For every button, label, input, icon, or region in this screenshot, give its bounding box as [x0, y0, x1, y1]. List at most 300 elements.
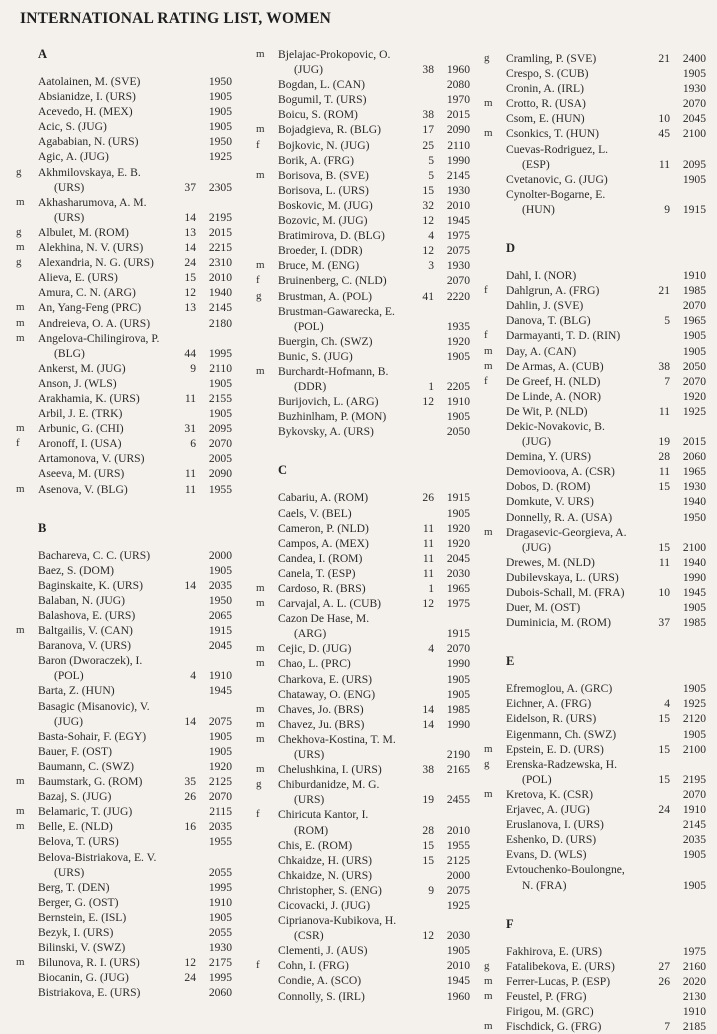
list-entry — [254, 762, 472, 777]
games-count: 14 — [184, 241, 196, 255]
list-entry — [482, 494, 708, 509]
player-name: Chataway, O. (ENG) — [278, 687, 376, 701]
section-letter: F — [506, 916, 514, 931]
title-marker: m — [16, 956, 25, 969]
entry-line — [14, 210, 234, 225]
list-entry — [482, 847, 708, 862]
player-name: Chkaidze, N. (URS) — [278, 868, 373, 882]
player-name: Bruce, M. (ENG) — [278, 259, 360, 273]
games-count: 26 — [658, 974, 670, 988]
title-marker: m — [484, 344, 493, 357]
rating: 2180 — [208, 316, 232, 330]
list-entry — [14, 548, 234, 563]
rating: 1905 — [682, 601, 706, 615]
games-count: 14 — [184, 210, 196, 224]
player-name: Borisova, B. (SVE) — [278, 168, 369, 182]
player-name: Bjelajac-Prokopovic, O. — [278, 48, 391, 61]
list-entry — [14, 300, 234, 315]
list-entry — [14, 683, 234, 698]
rating: 1940 — [682, 495, 706, 509]
games-count: 10 — [658, 586, 670, 599]
entry-line — [14, 638, 234, 653]
player-name: Arbunic, G. (CHI) — [38, 422, 124, 436]
games-count: 10 — [658, 112, 670, 126]
player-name: Anson, J. (WLS) — [38, 376, 117, 390]
player-name-continued: (URS) — [294, 748, 325, 762]
entry-line — [482, 172, 708, 187]
player-name: Connolly, S. (IRL) — [278, 989, 365, 1003]
rating: 2110 — [447, 138, 470, 152]
list-entry — [482, 585, 708, 600]
rating: 1950 — [682, 510, 706, 524]
entry-line — [14, 225, 234, 240]
list-entry — [482, 283, 708, 298]
entry-line — [254, 304, 472, 319]
list-entry — [482, 51, 708, 66]
title-marker: g — [484, 959, 490, 972]
games-count: 38 — [658, 359, 670, 373]
entry-line — [254, 823, 472, 838]
entry-line — [254, 258, 472, 273]
player-name: Barta, Z. (HUN) — [38, 684, 115, 698]
entry-line — [482, 187, 708, 202]
rating: 2050 — [682, 359, 706, 373]
rating: 2020 — [682, 974, 706, 988]
player-name: Bilinski, V. (SWZ) — [38, 941, 126, 955]
rating: 2120 — [682, 712, 706, 726]
games-count: 12 — [422, 929, 434, 943]
player-name: Charkova, E. (URS) — [278, 672, 373, 686]
list-entry — [254, 349, 472, 364]
entry-line — [14, 850, 234, 865]
list-entry — [254, 672, 472, 687]
player-name: Chiricuta Kantor, I. — [278, 808, 369, 822]
list-entry — [14, 361, 234, 376]
player-name: Chiburdanidze, M. G. — [278, 778, 380, 792]
list-entry — [254, 566, 472, 581]
entry-line — [14, 74, 234, 89]
list-entry — [14, 331, 234, 361]
games-count: 13 — [184, 225, 196, 239]
entry-line — [254, 747, 472, 762]
games-count: 41 — [422, 289, 434, 303]
rating: 1905 — [208, 729, 232, 743]
rating: 2070 — [682, 374, 706, 388]
entry-line — [254, 596, 472, 611]
list-entry — [482, 404, 708, 419]
list-entry — [14, 195, 234, 225]
player-name-continued: (DDR) — [294, 380, 327, 394]
list-entry — [14, 225, 234, 240]
player-name: Dahlin, J. (SVE) — [506, 299, 584, 313]
rating: 1990 — [446, 657, 470, 671]
games-count: 15 — [658, 540, 670, 554]
player-name: Eshenko, D. (URS) — [506, 833, 597, 847]
list-entry — [14, 134, 234, 149]
player-name: Basta-Sohair, F. (EGY) — [38, 729, 147, 743]
rating: 2220 — [446, 289, 470, 303]
list-entry — [482, 681, 708, 696]
section-block — [254, 463, 472, 1003]
entry-line — [254, 424, 472, 439]
list-entry — [254, 228, 472, 243]
entry-line — [254, 762, 472, 777]
entry-line — [482, 600, 708, 615]
list-entry — [254, 868, 472, 883]
section-letter: E — [506, 654, 515, 669]
entry-line — [482, 389, 708, 404]
entry-line — [482, 344, 708, 359]
entry-line — [482, 862, 708, 877]
rating: 2075 — [208, 714, 232, 728]
player-name: Canela, T. (ESP) — [278, 566, 356, 580]
list-entry — [254, 943, 472, 958]
list-entry — [254, 656, 472, 671]
list-entry — [254, 168, 472, 183]
entry-line — [254, 62, 472, 77]
list-entry — [254, 213, 472, 228]
entry-line — [482, 696, 708, 711]
column-1 — [14, 47, 234, 1000]
list-entry — [14, 563, 234, 578]
title-marker: m — [484, 127, 493, 140]
entry-line — [14, 331, 234, 346]
rating: 1915 — [446, 627, 470, 641]
player-name: Bachareva, C. C. (URS) — [38, 548, 151, 562]
player-name: Evtouchenko-Boulongne, — [506, 863, 625, 877]
games-count: 16 — [184, 820, 196, 834]
list-entry — [254, 973, 472, 988]
player-name: Angelova-Chilingirova, P. — [38, 331, 160, 345]
player-name-continued: (ESP) — [522, 157, 550, 171]
list-entry — [14, 391, 234, 406]
entry-line — [254, 626, 472, 641]
player-name: Crespo, S. (CUB) — [506, 67, 589, 81]
list-entry — [482, 817, 708, 832]
rating: 1905 — [208, 910, 232, 924]
entry-line — [14, 451, 234, 466]
player-name: Brustman-Gawarecka, E. — [278, 304, 395, 318]
player-name: Bozovic, M. (JUG) — [278, 214, 368, 228]
games-count: 37 — [184, 180, 196, 194]
rating: 2080 — [446, 78, 470, 92]
rating: 1990 — [446, 153, 470, 167]
entry-line — [14, 608, 234, 623]
entry-line — [254, 198, 472, 213]
list-entry — [254, 551, 472, 566]
rating: 2035 — [682, 833, 706, 847]
list-entry — [482, 615, 708, 630]
list-entry — [14, 653, 234, 683]
entry-line — [254, 581, 472, 596]
games-count: 44 — [184, 346, 196, 360]
list-entry — [482, 727, 708, 742]
title-marker: f — [256, 138, 260, 151]
entry-line — [14, 421, 234, 436]
entry-line — [14, 668, 234, 683]
entry-line — [14, 436, 234, 451]
entry-line — [254, 656, 472, 671]
games-count: 11 — [422, 566, 434, 580]
player-name: Alieva, E. (URS) — [38, 271, 118, 285]
rating: 2145 — [682, 818, 706, 832]
list-entry — [254, 838, 472, 853]
player-name: Bykovsky, A. (URS) — [278, 425, 374, 439]
games-count: 1 — [428, 582, 434, 595]
rating: 1905 — [446, 687, 470, 701]
list-entry — [14, 819, 234, 834]
title-marker: m — [484, 742, 493, 755]
player-name: Firigou, M. (GRC) — [506, 1004, 594, 1018]
player-name-continued: (URS) — [54, 180, 85, 194]
games-count: 11 — [422, 551, 434, 565]
list-entry — [14, 376, 234, 391]
list-entry — [482, 944, 708, 959]
list-entry — [14, 895, 234, 910]
list-entry — [254, 364, 472, 394]
entry-line — [14, 940, 234, 955]
entry-line — [254, 228, 472, 243]
entry-line — [482, 464, 708, 479]
games-count: 19 — [422, 793, 434, 807]
rating: 1905 — [446, 410, 470, 424]
list-entry — [14, 608, 234, 623]
player-name-continued: (POL) — [294, 319, 324, 333]
games-count: 12 — [422, 597, 434, 611]
player-name: Bistriakova, E. (URS) — [38, 986, 141, 1000]
title-marker: g — [484, 52, 490, 64]
player-name: Alexandria, N. G. (URS) — [38, 256, 154, 270]
entry-line — [482, 525, 708, 540]
title-marker: m — [256, 259, 265, 272]
rating: 2400 — [682, 52, 706, 65]
rating: 1995 — [208, 346, 232, 360]
rating: 2095 — [682, 157, 706, 171]
list-entry — [482, 959, 708, 974]
games-count: 24 — [658, 803, 670, 817]
list-entry — [14, 270, 234, 285]
player-name: Acic, S. (JUG) — [38, 120, 107, 134]
title-marker: m — [484, 787, 493, 800]
rating: 2045 — [682, 112, 706, 126]
rating: 1910 — [446, 395, 470, 409]
player-name: Cramling, P. (SVE) — [506, 52, 597, 65]
entry-line — [482, 585, 708, 600]
entry-line — [254, 47, 472, 62]
rating: 2075 — [446, 883, 470, 897]
rating: 1920 — [208, 759, 232, 773]
list-entry — [482, 389, 708, 404]
entry-line — [14, 285, 234, 300]
entry-line — [482, 555, 708, 570]
list-entry — [482, 449, 708, 464]
entry-line — [254, 928, 472, 943]
rating: 2165 — [446, 763, 470, 777]
list-entry — [254, 289, 472, 304]
player-name-continued: (URS) — [54, 865, 85, 879]
games-count: 4 — [190, 669, 196, 683]
player-name: Crotto, R. (USA) — [506, 97, 586, 111]
entry-line — [254, 168, 472, 183]
title-marker: m — [484, 1020, 493, 1033]
list-entry — [254, 394, 472, 409]
entry-line — [14, 834, 234, 849]
entry-line — [482, 359, 708, 374]
games-count: 28 — [658, 450, 670, 464]
entry-line — [14, 774, 234, 789]
rating: 2125 — [208, 775, 232, 789]
rating: 1975 — [446, 229, 470, 243]
entry-line — [482, 96, 708, 111]
entry-line — [482, 434, 708, 449]
entry-line — [254, 349, 472, 364]
list-entry — [14, 774, 234, 789]
list-entry — [254, 717, 472, 732]
entry-line — [254, 536, 472, 551]
games-count: 11 — [658, 404, 670, 418]
rating: 2070 — [682, 299, 706, 313]
entry-line — [254, 853, 472, 868]
rating: 2010 — [446, 198, 470, 212]
title-marker: m — [16, 422, 25, 435]
section-block — [482, 51, 708, 217]
player-name: Cabariu, A. (ROM) — [278, 491, 369, 505]
rating: 2030 — [446, 566, 470, 580]
player-name-continued: (JUG) — [522, 435, 551, 449]
title-marker: f — [256, 808, 260, 821]
rating: 1905 — [208, 90, 232, 104]
player-name: Ciprianova-Kubikova, H. — [278, 914, 397, 928]
list-entry — [14, 482, 234, 497]
rating: 2010 — [446, 823, 470, 837]
games-count: 14 — [422, 702, 434, 716]
entry-line — [14, 346, 234, 361]
player-name: Basagic (Misanovic), V. — [38, 699, 150, 713]
entry-line — [14, 406, 234, 421]
list-entry — [254, 687, 472, 702]
rating: 2195 — [682, 772, 706, 786]
player-name: Clementi, J. (AUS) — [278, 944, 368, 958]
player-name: Erenska-Radzewska, H. — [506, 757, 618, 771]
player-name: Cvetanovic, G. (JUG) — [506, 172, 608, 186]
rating: 2305 — [208, 180, 232, 194]
title-marker: m — [484, 359, 493, 372]
entry-line — [14, 865, 234, 880]
entry-line — [254, 611, 472, 626]
rating: 2035 — [208, 578, 232, 592]
entry-line — [254, 687, 472, 702]
list-entry — [14, 623, 234, 638]
rating: 1905 — [682, 67, 706, 81]
player-name: Dekic-Novakovic, B. — [506, 419, 605, 433]
player-name: Bruinenberg, C. (NLD) — [278, 274, 387, 288]
rating: 1915 — [446, 491, 470, 505]
title-marker: g — [484, 757, 490, 770]
list-entry — [482, 187, 708, 217]
rating: 1925 — [446, 898, 470, 912]
title-marker: m — [256, 717, 265, 730]
player-name: Evans, D. (WLS) — [506, 848, 587, 862]
rating: 1995 — [208, 971, 232, 985]
rating: 1990 — [682, 570, 706, 584]
player-name: Condie, A. (SCO) — [278, 974, 362, 988]
entry-line — [482, 817, 708, 832]
entry-line — [14, 548, 234, 563]
list-entry — [254, 641, 472, 656]
player-name: Baron (Dworaczek), I. — [38, 654, 143, 668]
player-name-continued: N. (FRA) — [522, 878, 567, 892]
games-count: 14 — [184, 578, 196, 592]
title-marker: m — [484, 97, 493, 110]
title-marker: f — [16, 437, 20, 450]
list-entry — [482, 81, 708, 96]
rating: 1940 — [208, 286, 232, 300]
entry-line — [482, 540, 708, 555]
entry-line — [482, 878, 708, 893]
list-entry — [482, 142, 708, 172]
entry-line — [482, 126, 708, 141]
entry-line — [254, 243, 472, 258]
list-entry — [482, 298, 708, 313]
rating: 1905 — [208, 120, 232, 134]
player-name: Buergin, Ch. (SWZ) — [278, 334, 373, 348]
player-name: Cynolter-Bogarne, E. — [506, 187, 606, 201]
title-marker: f — [484, 374, 488, 387]
player-name: Dahl, I. (NOR) — [506, 269, 577, 283]
player-name: Bunic, S. (JUG) — [278, 349, 353, 363]
entry-line — [254, 409, 472, 424]
player-name: Bogumil, T. (URS) — [278, 93, 367, 107]
rating: 2000 — [446, 868, 470, 882]
entry-line — [14, 180, 234, 195]
rating: 1965 — [446, 582, 470, 595]
rating: 2015 — [446, 108, 470, 122]
entry-line — [14, 134, 234, 149]
rating: 1940 — [682, 555, 706, 569]
entry-line — [254, 777, 472, 792]
entry-line — [14, 300, 234, 315]
entry-line — [14, 578, 234, 593]
list-entry — [254, 273, 472, 288]
rating: 1930 — [446, 259, 470, 273]
title-marker: g — [16, 165, 22, 178]
entry-line — [14, 653, 234, 668]
list-entry — [254, 853, 472, 868]
entry-line — [254, 551, 472, 566]
rating: 1925 — [682, 697, 706, 711]
player-name: Csonkics, T. (HUN) — [506, 127, 599, 141]
entry-line — [254, 883, 472, 898]
list-entry — [482, 1004, 708, 1019]
entry-line — [254, 898, 472, 913]
player-name: Dubilevskaya, L. (URS) — [506, 570, 619, 584]
title-marker: m — [16, 775, 25, 788]
rating: 1985 — [682, 284, 706, 298]
entry-line — [254, 868, 472, 883]
entry-line — [482, 615, 708, 630]
entry-line — [254, 92, 472, 107]
list-entry — [254, 243, 472, 258]
entry-line — [254, 807, 472, 822]
player-name: Burchardt-Hofmann, B. — [278, 364, 389, 378]
player-name: Albulet, M. (ROM) — [38, 225, 129, 239]
games-count: 11 — [184, 482, 196, 496]
rating: 2035 — [208, 820, 232, 834]
section-block — [254, 47, 472, 439]
entry-line — [482, 298, 708, 313]
rating: 1905 — [208, 563, 232, 577]
entry-line — [14, 563, 234, 578]
